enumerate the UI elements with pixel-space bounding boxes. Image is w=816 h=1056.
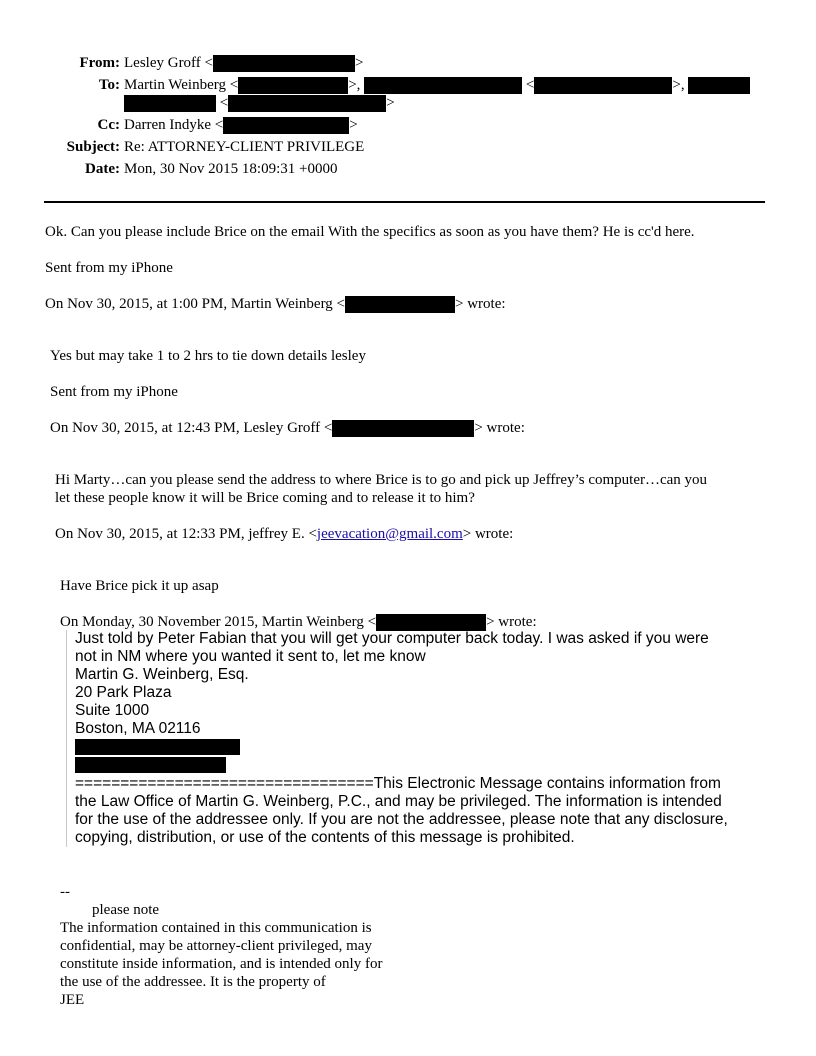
message-body-line: let these people know it will be Brice coming and to release it to him?: [55, 490, 475, 506]
disclaimer-line: the Law Office of Martin G. Weinberg, P.C., and may be privileged. The information is intended: [75, 793, 722, 810]
header-divider: [44, 201, 765, 203]
quote-intro: On Nov 30, 2015, at 12:43 PM, Lesley Groff < > wrote:: [50, 420, 525, 436]
quote-intro: On Nov 30, 2015, at 1:00 PM, Martin Weinberg < > wrote:: [45, 296, 506, 312]
date-value: Mon, 30 Nov 2015 18:09:31 +0000: [124, 161, 338, 177]
confidentiality-line: The information contained in this communication is: [60, 920, 372, 936]
message-body-line: Hi Marty…can you please send the address to where Brice is to go and pick up Jeffrey’s computer…can you: [55, 472, 708, 488]
to-label: To:: [98, 77, 120, 93]
confidentiality-line: confidential, may be attorney-client privileged, may: [60, 938, 372, 954]
message-body-line: Ok. Can you please include Brice on the email With the specifics as soon as you have them? He is cc'd here.: [45, 224, 695, 240]
disclaimer-line: for the use of the addressee only. If you are not the addressee, please note that any disclosure,: [75, 811, 728, 828]
quote-intro: On Nov 30, 2015, at 12:33 PM, jeffrey E. <jeevacation@gmail.com> wrote:: [55, 526, 514, 542]
quoted-line: not in NM where you wanted it sent to, let me know: [75, 648, 426, 665]
redaction-bar: [228, 95, 386, 112]
quote-intro: On Monday, 30 November 2015, Martin Weinberg < > wrote:: [60, 614, 537, 630]
to-value: Martin Weinberg <: [124, 77, 239, 93]
signature-suite: Suite 1000: [75, 702, 150, 719]
confidentiality-line: the use of the addressee. It is the property of: [60, 974, 326, 990]
signature-name: Martin G. Weinberg, Esq.: [75, 666, 249, 683]
subject-label: Subject:: [66, 139, 120, 155]
disclaimer-line: =================================This Electronic Message contains information from: [75, 775, 721, 792]
confidentiality-line: JEE: [60, 992, 85, 1008]
cc-label: Cc:: [97, 117, 120, 133]
redaction-bar: [332, 420, 474, 437]
from-label: From:: [79, 55, 120, 71]
quoted-message: [66, 630, 767, 847]
to-row-continued: < >: [0, 92, 816, 114]
cc-value: Darren Indyke <: [124, 117, 224, 133]
message-body-line: Have Brice pick it up asap: [60, 578, 219, 594]
to-row: To: Martin Weinberg < >, < >,: [0, 74, 816, 96]
quoted-line: Just told by Peter Fabian that you will get your computer back today. I was asked if you were: [75, 630, 709, 647]
disclaimer-line: copying, distribution, or use of the contents of this message is prohibited.: [75, 829, 575, 846]
message-body-line: Yes but may take 1 to 2 hrs to tie down details lesley: [50, 348, 366, 364]
redaction-bar: [213, 55, 355, 72]
from-row: From: Lesley Groff < >: [0, 52, 816, 74]
sent-from-iphone: Sent from my iPhone: [50, 384, 178, 400]
signature-city: Boston, MA 02116: [75, 720, 201, 737]
sent-from-iphone: Sent from my iPhone: [45, 260, 173, 276]
confidentiality-line: constitute inside information, and is intended only for: [60, 956, 383, 972]
redaction-bar: [376, 614, 486, 631]
date-row: [0, 158, 816, 180]
date-label: Date:: [85, 161, 120, 177]
signature-separator: --: [60, 884, 70, 900]
subject-row: [0, 136, 816, 158]
redaction-bar: [124, 95, 216, 112]
redaction-bar: [75, 739, 240, 755]
signature-note: please note: [92, 902, 160, 918]
email-link[interactable]: jeevacation@gmail.com: [316, 526, 463, 542]
subject-value: Re: ATTORNEY-CLIENT PRIVILEGE: [124, 139, 365, 155]
redaction-bar: [75, 757, 226, 773]
signature-address: 20 Park Plaza: [75, 684, 172, 701]
from-value: Lesley Groff <: [124, 55, 213, 71]
redaction-bar: [223, 117, 349, 134]
redaction-bar: [345, 296, 455, 313]
cc-row: Cc: Darren Indyke < >: [0, 114, 816, 136]
